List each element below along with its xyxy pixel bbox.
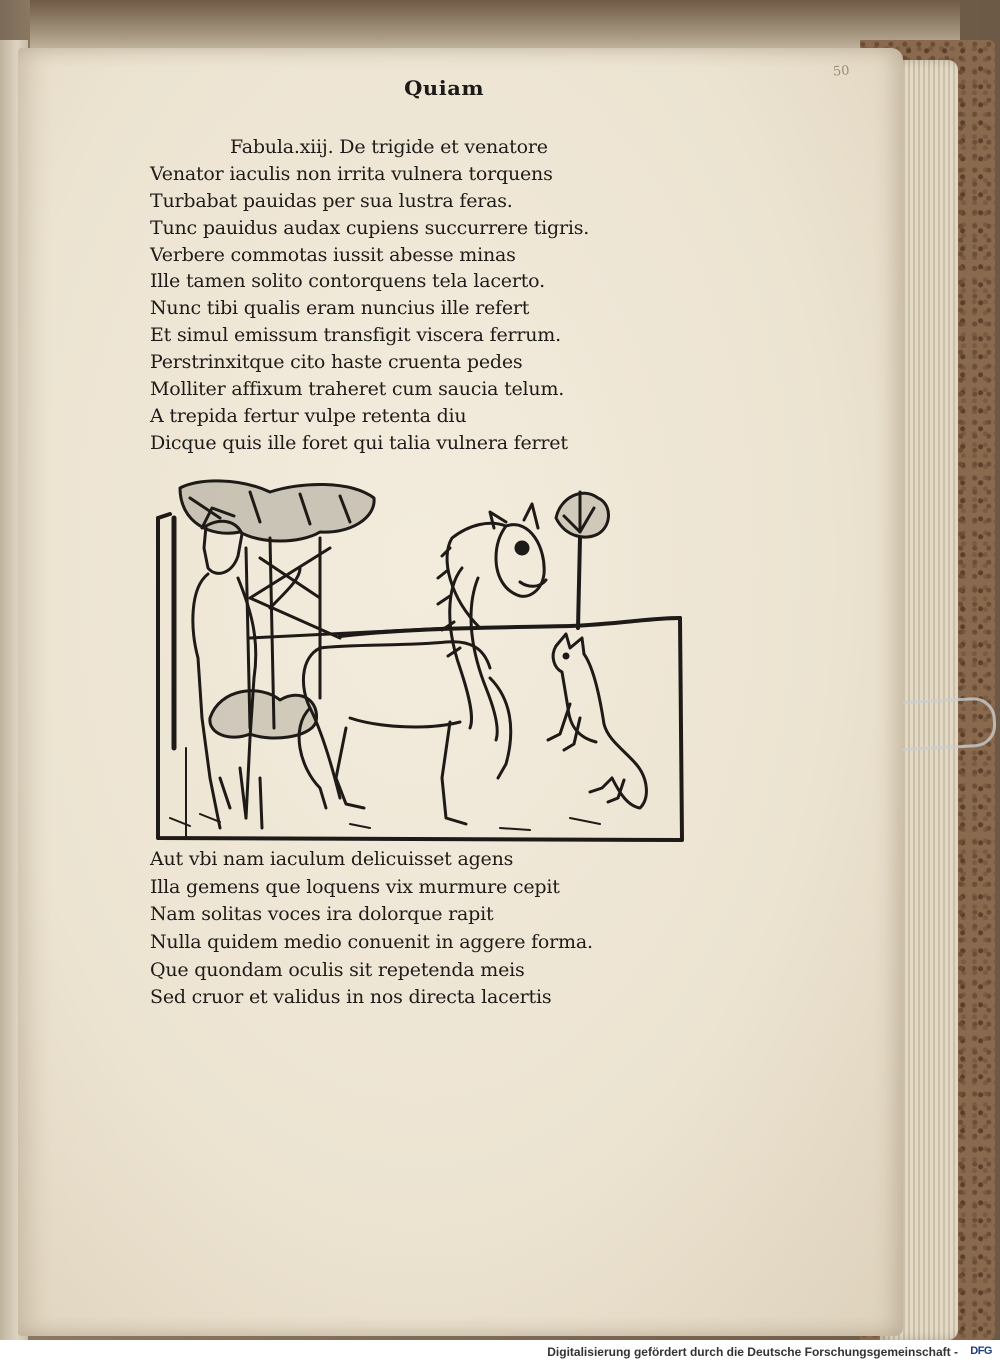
verse-line: Sed cruor et validus in nos directa lacertis [150, 986, 552, 1009]
woodcut-illustration [150, 478, 685, 846]
verse-line: Verbere commotas iussit abesse minas [150, 243, 516, 266]
verse-line: Illa gemens que loquens vix murmure cepit [150, 875, 560, 898]
verse-line: A trepida fertur vulpe retenta diu [150, 404, 467, 427]
verse-line: Perstrinxitque cito haste cruenta pedes [150, 351, 523, 374]
verse-line: Venator iaculis non irrita vulnera torquens [150, 162, 553, 185]
catchword: Quiam [404, 76, 485, 100]
verse-line: Aut vbi nam iaculum delicuisset agens [150, 848, 514, 870]
verse-line: Que quondam oculis sit repetenda meis [150, 958, 525, 981]
verse-line: Molliter affixum traheret cum saucia telum. [150, 378, 565, 401]
fable-heading: Fabula.xiij. De trigide et venatore [230, 136, 548, 158]
digitization-footer [0, 1340, 1000, 1366]
dfg-logo: DFG [970, 1345, 992, 1357]
verse-line: Nulla quidem medio conuenit in aggere forma. [150, 931, 593, 954]
verse-line: Nunc tibi qualis eram nuncius ille refert [150, 297, 530, 320]
verse-line: Et simul emissum transfigit viscera ferrum. [150, 324, 561, 347]
verse-line: Ille tamen solito contorquens tela lacerto. [150, 270, 545, 293]
verse-block-top [150, 134, 670, 457]
folio-mark: 50 [832, 63, 851, 80]
dfg-credit: Digitalisierung gefördert durch die Deutsche Forschungsgemeinschaft - [547, 1345, 958, 1359]
verse-line: Turbabat pauidas per sua lustra feras. [150, 189, 513, 212]
verse-line: Tunc pauidus audax cupiens succurrere tigris. [150, 216, 590, 239]
verse-line: Dicque quis ille foret qui talia vulnera ferret [150, 431, 568, 454]
verse-block-bottom [150, 846, 670, 1012]
verse-line: Nam solitas voces ira dolorque rapit [150, 903, 494, 926]
woodcut-drawing [150, 478, 685, 846]
